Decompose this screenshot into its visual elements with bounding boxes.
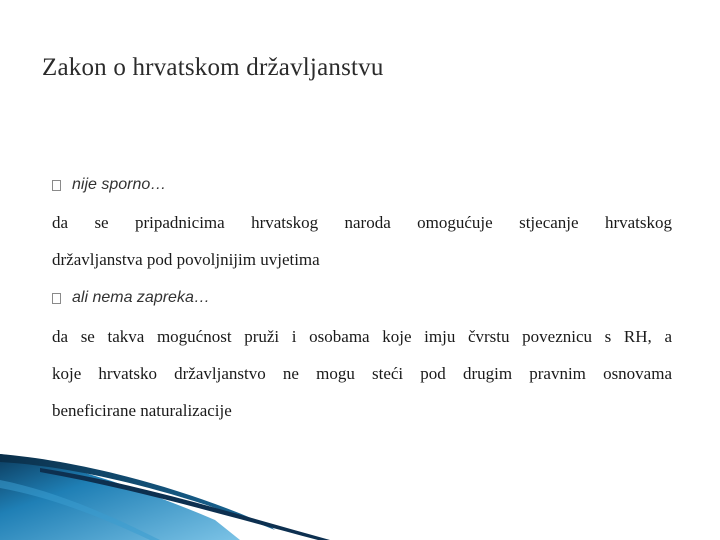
slide-title: Zakon o hrvatskom državljanstvu — [42, 54, 384, 81]
paragraph-1 — [52, 204, 672, 278]
square-bullet-icon — [52, 293, 61, 304]
paragraph-line: da se pripadnicima hrvatskog naroda omogućuje stjecanje hrvatskog — [52, 213, 672, 232]
paragraph-line: beneficirane naturalizacije — [52, 401, 232, 420]
paragraph-2 — [52, 318, 672, 429]
bullet-text: nije sporno… — [72, 176, 167, 193]
paragraph-line: koje hrvatsko državljanstvo ne mogu steći pod drugim pravnim osnovama — [52, 364, 672, 383]
bullet-text: ali nema zapreka… — [72, 289, 210, 306]
square-bullet-icon — [52, 180, 61, 191]
paragraph-line: državljanstva pod povoljnijim uvjetima — [52, 250, 320, 269]
bullet-item-nije-sporno — [52, 176, 166, 194]
corner-swoosh-decoration — [0, 440, 330, 540]
paragraph-line: da se takva mogućnost pruži i osobama koje imju čvrstu poveznicu s RH, a — [52, 327, 672, 346]
bullet-item-ali-nema-zapreka — [52, 289, 210, 307]
